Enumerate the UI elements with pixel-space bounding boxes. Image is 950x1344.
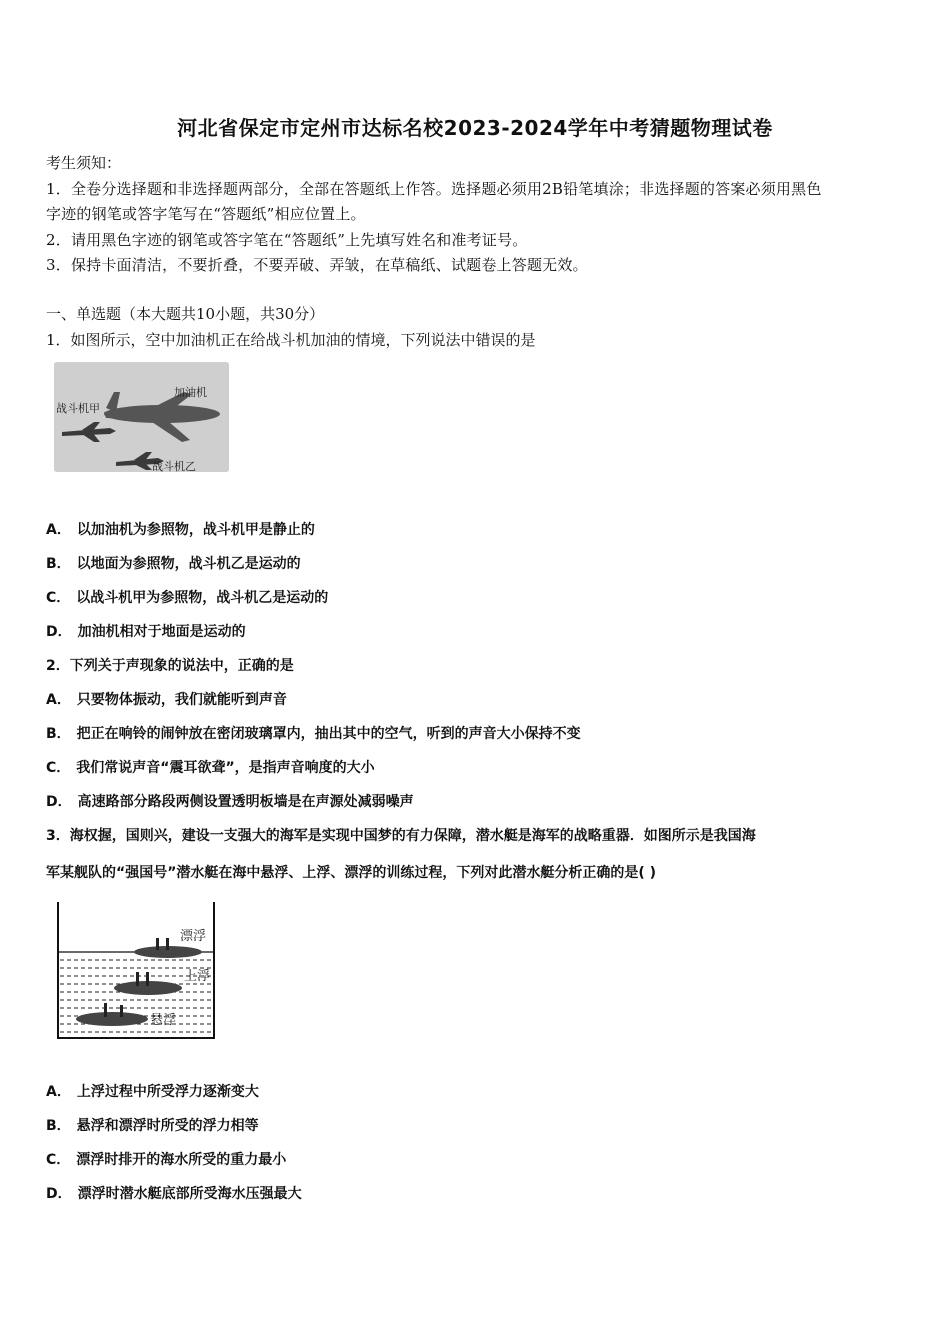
label-fighter-b: 战斗机乙 — [152, 460, 196, 472]
notice-item-1-cont: 字迹的钢笔或答字笔写在“答题纸”相应位置上。 — [46, 205, 366, 223]
question-3-stem-line2: 军某舰队的“强国号”潜水艇在海中悬浮、上浮、漂浮的训练过程，下列对此潜水艇分析正确的是( ) — [46, 865, 657, 881]
label-fighter-a: 战斗机甲 — [56, 402, 100, 415]
option-label: C． — [46, 1152, 71, 1168]
q2-option-d[interactable] — [46, 791, 414, 811]
option-text: 加油机相对于地面是运动的 — [77, 624, 246, 640]
label-tanker: 加油机 — [174, 386, 207, 399]
option-label: C． — [46, 760, 71, 776]
question-2-stem: 2．下列关于声现象的说法中，正确的是 — [46, 658, 294, 674]
option-text: 我们常说声音“震耳欲聋”，是指声音响度的大小 — [76, 760, 375, 776]
option-text: 上浮过程中所受浮力逐渐变大 — [76, 1084, 259, 1100]
question-3-stem-line1: 3．海权握，国则兴，建设一支强大的海军是实现中国梦的有力保障，潜水艇是海军的战略重器．如图所示是我国海 — [46, 828, 756, 844]
option-text: 以加油机为参照物，战斗机甲是静止的 — [76, 522, 315, 538]
option-text: 悬浮和漂浮时所受的浮力相等 — [76, 1118, 259, 1134]
option-label: D． — [46, 794, 72, 810]
q1-option-d[interactable] — [46, 621, 246, 641]
option-text: 以地面为参照物，战斗机乙是运动的 — [76, 556, 301, 572]
option-text: 以战斗机甲为参照物，战斗机乙是运动的 — [76, 590, 329, 606]
option-text: 把正在响铃的闹钟放在密闭玻璃罩内，抽出其中的空气，听到的声音大小保持不变 — [76, 726, 581, 742]
option-label: A． — [46, 692, 71, 708]
label-suspended: 悬浮 — [150, 1013, 177, 1028]
refueling-figure — [54, 362, 229, 472]
notice-item-3: 3．保持卡面清洁，不要折叠，不要弄破、弄皱，在草稿纸、试题卷上答题无效。 — [46, 256, 588, 274]
q3-option-b[interactable] — [46, 1115, 259, 1135]
notice-heading: 考生须知： — [46, 154, 122, 172]
label-rising: 上浮 — [184, 969, 211, 984]
q2-option-b[interactable] — [46, 723, 581, 743]
q2-option-c[interactable] — [46, 757, 375, 777]
option-label: D． — [46, 1186, 72, 1202]
option-label: A． — [46, 1084, 71, 1100]
page-title: 河北省保定市定州市达标名校2023-2024学年中考猜题物理试卷 — [177, 116, 773, 140]
notice-item-1: 1．全卷分选择题和非选择题两部分，全部在答题纸上作答。选择题必须用2B铅笔填涂；非选择题的答案必须用黑色 — [46, 180, 822, 198]
option-text: 漂浮时潜水艇底部所受海水压强最大 — [77, 1186, 302, 1202]
submarine-suspended-icon — [76, 1003, 148, 1026]
q2-option-a[interactable] — [46, 689, 287, 709]
option-label: B． — [46, 556, 71, 572]
submarine-figure — [56, 902, 216, 1040]
question-1-stem: 1．如图所示，空中加油机正在给战斗机加油的情境，下列说法中错误的是 — [46, 331, 536, 349]
submarine-rising-icon — [114, 972, 182, 995]
label-floating: 漂浮 — [180, 929, 207, 944]
option-label: A． — [46, 522, 71, 538]
q1-option-c[interactable] — [46, 587, 328, 607]
option-text: 漂浮时排开的海水所受的重力最小 — [76, 1152, 287, 1168]
option-label: C． — [46, 590, 71, 606]
option-label: B． — [46, 726, 71, 742]
q3-option-c[interactable] — [46, 1149, 286, 1169]
option-text: 高速路部分路段两侧设置透明板墙是在声源处减弱噪声 — [77, 794, 414, 810]
notice-item-2: 2．请用黑色字迹的钢笔或答字笔在“答题纸”上先填写姓名和准考证号。 — [46, 231, 528, 249]
option-text: 只要物体振动，我们就能听到声音 — [76, 692, 287, 708]
q1-option-b[interactable] — [46, 553, 301, 573]
q3-option-d[interactable] — [46, 1183, 302, 1203]
q1-option-a[interactable] — [46, 519, 315, 539]
option-label: D． — [46, 624, 72, 640]
option-label: B． — [46, 1118, 71, 1134]
section-heading: 一、单选题（本大题共10小题，共30分） — [46, 305, 325, 323]
q3-option-a[interactable] — [46, 1081, 259, 1101]
